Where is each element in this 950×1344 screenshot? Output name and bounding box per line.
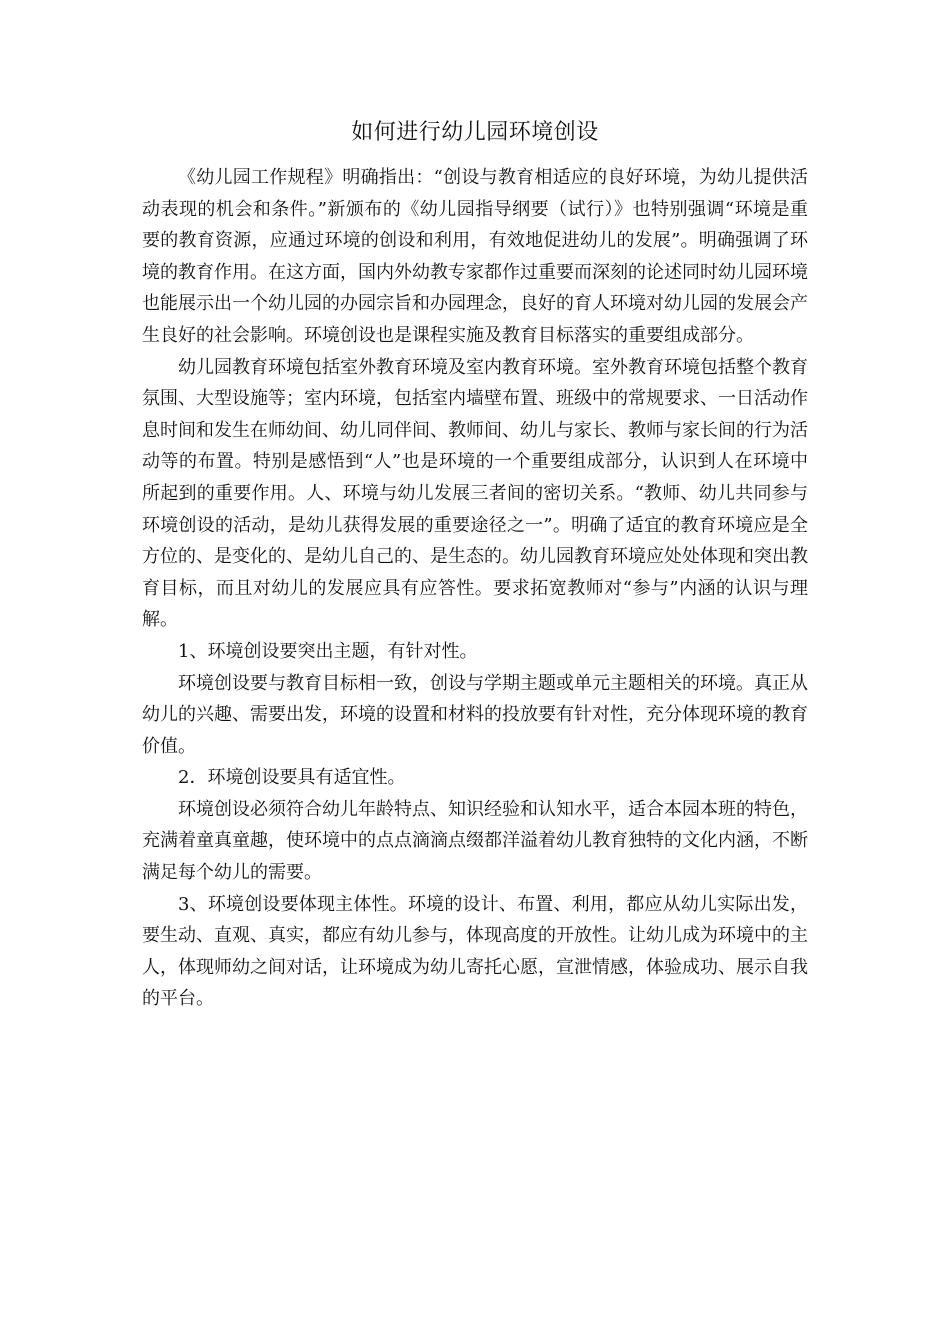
paragraph-point-2-heading: 2．环境创设要具有适宜性。 bbox=[178, 767, 406, 789]
paragraph-point-1-heading: 1、环境创设要突出主题，有针对性。 bbox=[178, 640, 478, 662]
paragraph-environment-types: 幼儿园教育环境包括室外教育环境及室内教育环境。室外教育环境包括整个教育氛围、大型设施等；室内环境，包括室内墙壁布置、班级中的常规要求、一日活动作息时间和发生在师幼间、幼儿同伴间、教师间、幼儿与家长、教师与家长间的行为活动等的布置。特别是感悟到“人”也是环境的一个重要组成部分，认识到人在环境中所起到的重要作用。人、环境与幼儿发展三者间的密切关系。“教师、幼儿共同参与环境创设的活动，是幼儿获得发展的重要途径之一”。明确了适宜的教育环境应是全方位的、是变化的、是幼儿自己的、是生态的。幼儿园教育环境应处处体现和突出教育目标，而且对幼儿的发展应具有应答性。要求拓宽教师对“参与”内涵的认识与理解。 bbox=[142, 356, 808, 631]
document-page bbox=[142, 116, 808, 1015]
document-title: 如何进行幼儿园环境创设 bbox=[351, 120, 599, 145]
paragraph-point-2-body: 环境创设必须符合幼儿年龄特点、知识经验和认知水平，适合本园本班的特色，充满着童真童趣，使环境中的点点滴滴点缀都洋溢着幼儿教育独特的文化内涵，不断满足每个幼儿的需要。 bbox=[142, 798, 808, 884]
paragraph-point-1-body: 环境创设要与教育目标相一致，创设与学期主题或单元主题相关的环境。真正从幼儿的兴趣、需要出发，环境的设置和材料的投放要有针对性，充分体现环境的教育价值。 bbox=[142, 672, 808, 757]
paragraph-intro: 《幼儿园工作规程》明确指出：“创设与教育相适应的良好环境，为幼儿提供活动表现的机会和条件。”新颁布的《幼儿园指导纲要（试行）》也特别强调“环境是重要的教育资源，应通过环境的创设和利用，有效地促进幼儿的发展”。明确强调了环境的教育作用。在这方面，国内外幼教专家都作过重要而深刻的论述同时幼儿园环境也能展示出一个幼儿园的办园宗旨和办园理念，良好的育人环境对幼儿园的发展会产生良好的社会影响。环境创设也是课程实施及教育目标落实的重要组成部分。 bbox=[142, 167, 808, 346]
paragraph-point-3: 3、环境创设要体现主体性。环境的设计、布置、利用，都应从幼儿实际出发，要生动、直观、真实，都应有幼儿参与，体现高度的开放性。让幼儿成为环境中的主人，体现师幼之间对话，让环境成为幼儿寄托心愿，宣泄情感，体验成功、展示自我的平台。 bbox=[142, 893, 808, 1010]
